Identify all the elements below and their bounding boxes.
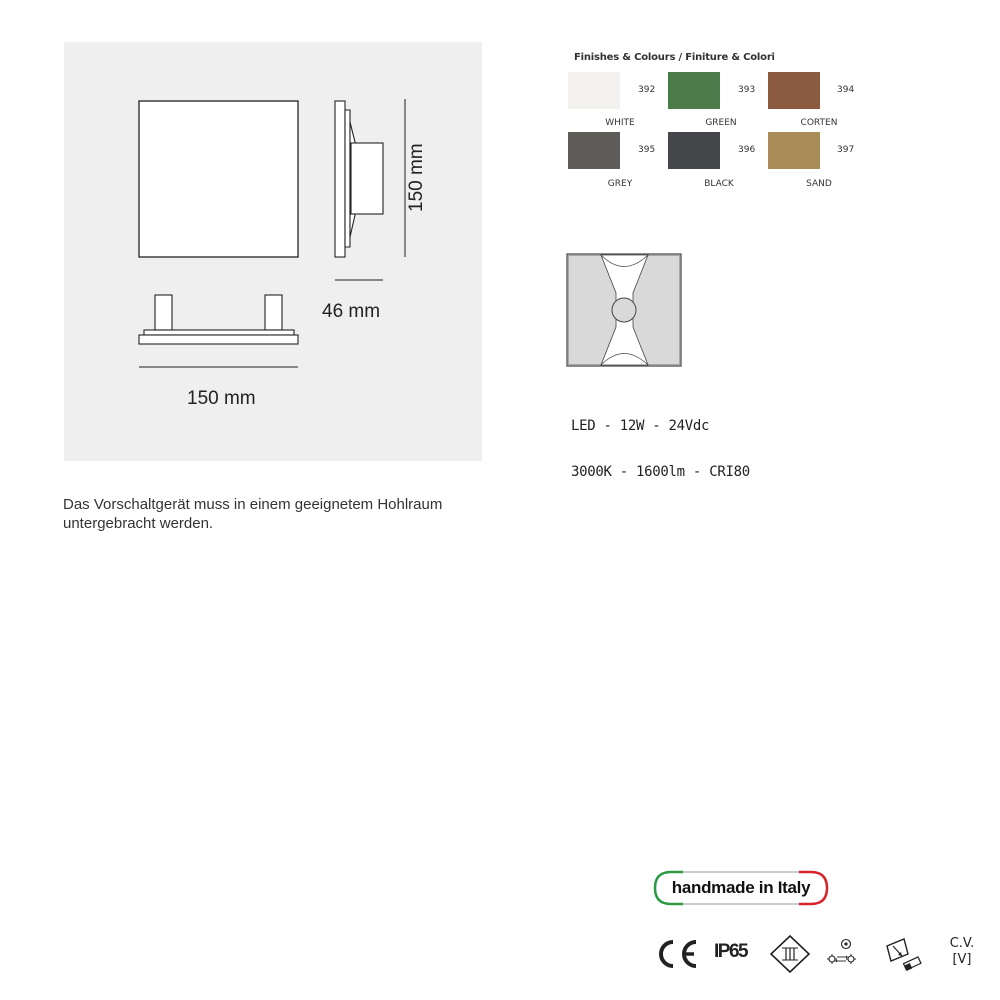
swatch-grey (568, 132, 620, 169)
swatch-black (668, 132, 720, 169)
swatch-name-black: BLACK (704, 179, 734, 189)
cv-line-1: C.V. (949, 936, 975, 951)
spec-light: 3000K - 1600lm - CRI80 (571, 464, 750, 480)
swatch-code-black: 396 (738, 145, 756, 155)
technical-drawing-panel (64, 42, 482, 461)
swatch-name-sand: SAND (806, 179, 832, 189)
dimmable-icon (826, 936, 856, 972)
spec-power: LED - 12W - 24Vdc (571, 418, 710, 434)
installation-note: Das Vorschaltgerät muss in einem geeignetem Hohlraum untergebracht werden. (63, 496, 443, 532)
constant-voltage-label (944, 936, 980, 968)
swatch-name-grey: GREY (607, 179, 633, 189)
top-view-outline (139, 295, 298, 344)
ce-mark-icon (654, 936, 698, 972)
width-dimension-label: 150 mm (187, 388, 256, 409)
swatch-code-sand: 397 (837, 145, 855, 155)
height-dimension-label: 150 mm (406, 143, 427, 212)
installation-icon (884, 936, 922, 972)
swatch-code-green: 393 (738, 85, 756, 95)
side-view-outline (335, 101, 383, 257)
swatch-green (668, 72, 720, 109)
swatch-code-white: 392 (638, 85, 656, 95)
cv-line-2: [V] (952, 952, 972, 967)
class-iii-icon (769, 934, 811, 974)
swatch-corten (768, 72, 820, 109)
front-view-outline (139, 101, 298, 257)
handmade-text: handmade in Italy (671, 878, 811, 897)
swatch-code-grey: 395 (638, 145, 656, 155)
swatch-name-green: GREEN (705, 118, 737, 128)
ip-rating: IP65 (714, 941, 748, 962)
handmade-in-italy-badge (653, 870, 829, 906)
swatch-sand (768, 132, 820, 169)
depth-dimension-label: 46 mm (322, 301, 381, 322)
swatch-name-white: WHITE (605, 118, 635, 128)
light-effect-diagram (566, 253, 682, 367)
swatch-name-corten: CORTEN (800, 118, 838, 128)
swatch-white (568, 72, 620, 109)
finishes-title: Finishes & Colours / Finiture & Colori (574, 52, 775, 63)
technical-drawing (64, 42, 482, 461)
swatch-code-corten: 394 (837, 85, 855, 95)
